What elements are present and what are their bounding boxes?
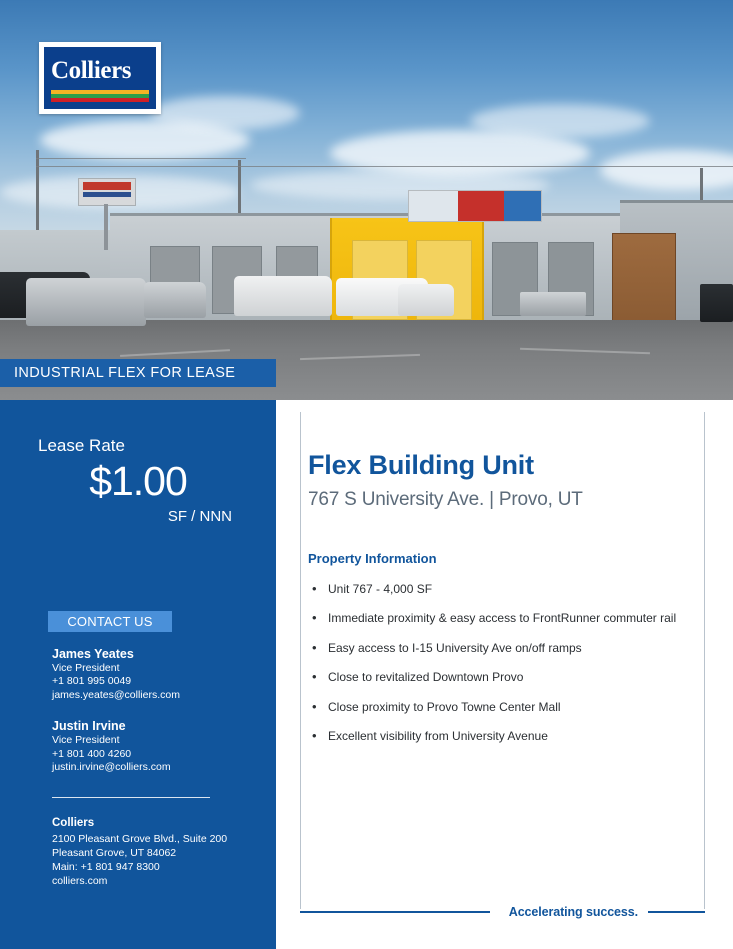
lease-rate-unit: SF / NNN	[167, 508, 232, 525]
dumpster	[700, 284, 733, 322]
office-name: Colliers	[52, 816, 95, 829]
agent-email[interactable]: james.yeates@colliers.com	[52, 688, 180, 701]
section-heading-property-information: Property Information	[308, 551, 437, 566]
list-item: • Immediate proximity & easy access to FrontRunner commuter rail	[308, 611, 701, 625]
agent-email[interactable]: justin.irvine@colliers.com	[52, 761, 171, 774]
stripe-red	[51, 98, 149, 102]
agent-title: Vice President	[52, 734, 120, 747]
lease-rate-label: Lease Rate	[38, 436, 125, 455]
left-info-panel	[0, 400, 276, 949]
power-line	[36, 166, 733, 167]
vertical-rule-left	[300, 412, 301, 909]
trailer	[520, 292, 586, 316]
billboard-sign	[408, 190, 542, 222]
cloud	[470, 104, 650, 138]
cloud	[150, 96, 300, 130]
office-website[interactable]: colliers.com	[52, 875, 108, 888]
vehicle	[398, 284, 454, 316]
footer-rule-right	[648, 911, 705, 913]
office-address-line2: Pleasant Grove, UT 84062	[52, 847, 177, 860]
agent-phone[interactable]: +1 801 995 0049	[52, 675, 132, 688]
power-line	[36, 158, 246, 159]
vehicle	[144, 282, 206, 318]
vertical-rule-right	[704, 412, 705, 909]
hero-banner: INDUSTRIAL FLEX FOR LEASE	[0, 359, 276, 387]
office-info	[52, 816, 246, 889]
office-address-line1: 2100 Pleasant Grove Blvd., Suite 200	[52, 833, 228, 846]
logo-wordmark: Colliers	[51, 57, 132, 84]
logo-stripes	[51, 90, 149, 102]
list-item: • Easy access to I-15 University Ave on/off ramps	[308, 641, 701, 655]
agent-james-yeates	[52, 646, 246, 702]
logo-inner	[44, 47, 156, 109]
lease-rate-value: $1.00	[89, 458, 187, 504]
property-feature-list	[308, 582, 701, 743]
agent-name: James Yeates	[52, 647, 134, 661]
agent-name: Justin Irvine	[52, 719, 126, 734]
vehicle	[234, 276, 332, 316]
loading-door	[612, 233, 676, 327]
agent-title: Vice President	[52, 662, 120, 674]
contact-us-button[interactable]: CONTACT US	[48, 611, 172, 632]
panel-divider	[52, 797, 210, 798]
footer-rule-left	[300, 911, 490, 913]
page-title: Flex Building Unit	[308, 450, 534, 480]
footer-tagline: Accelerating success.	[508, 905, 638, 919]
list-item: • Excellent visibility from University Avenue	[308, 729, 701, 743]
sign-pole	[104, 204, 108, 250]
listing-content	[308, 412, 701, 929]
property-address: 767 S University Ave. | Provo, UT	[308, 489, 583, 510]
street-sign	[78, 178, 136, 206]
list-item: • Close proximity to Provo Towne Center Mall	[308, 700, 701, 714]
agent-justin-irvine	[52, 718, 246, 774]
vehicle	[26, 278, 146, 326]
right-content-panel	[276, 400, 733, 949]
office-phone[interactable]: Main: +1 801 947 8300	[52, 861, 160, 874]
list-item: • Close to revitalized Downtown Provo	[308, 670, 701, 684]
list-item: • Unit 767 - 4,000 SF	[308, 582, 701, 596]
colliers-logo	[39, 42, 161, 114]
agent-phone[interactable]: +1 801 400 4260	[52, 747, 132, 760]
